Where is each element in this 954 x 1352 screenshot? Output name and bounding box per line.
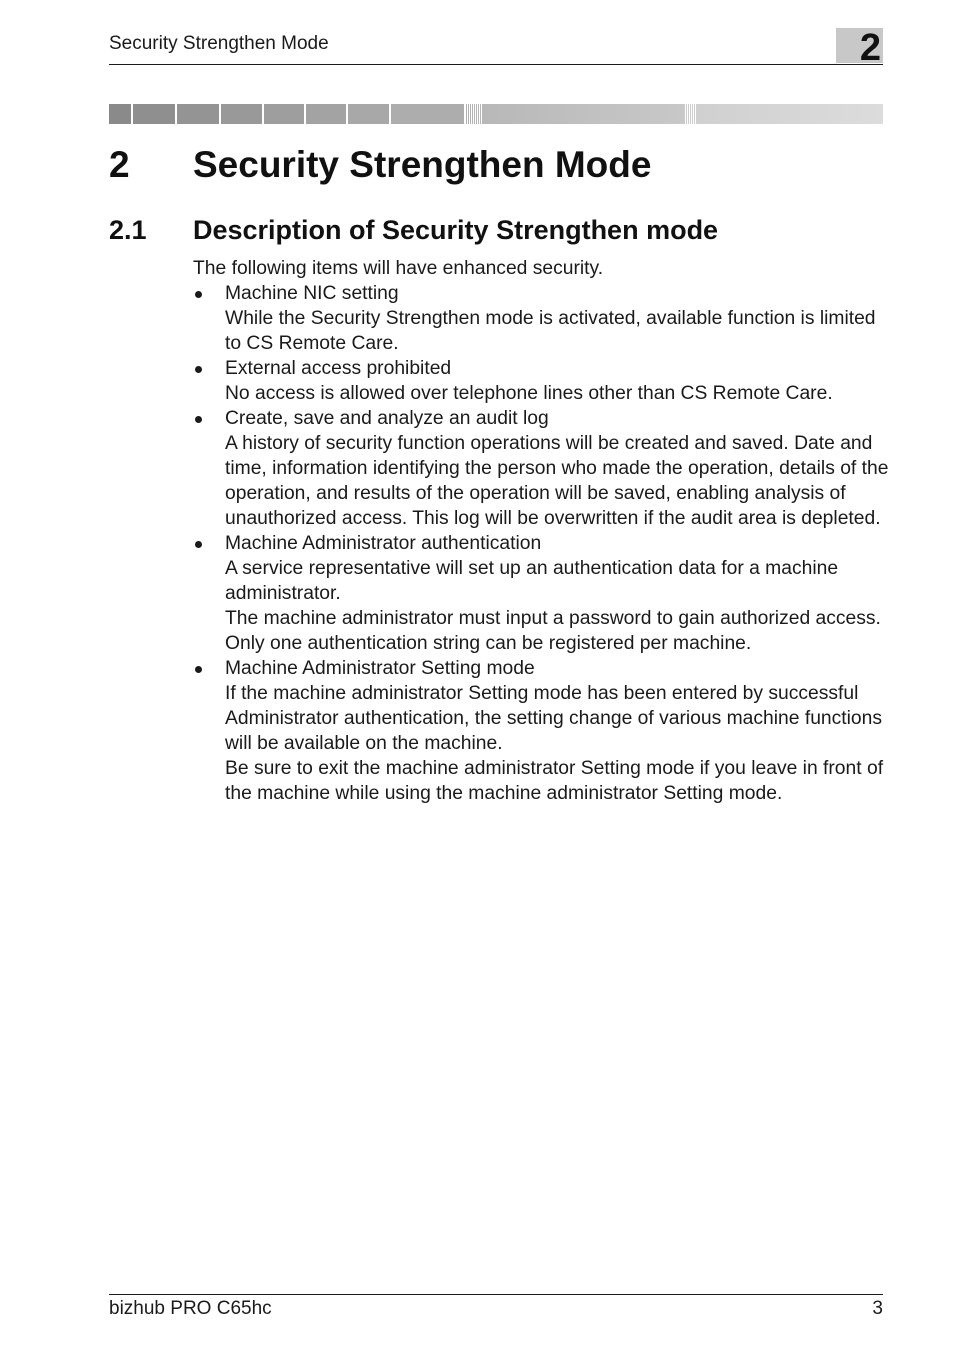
running-header [109,27,883,69]
bullet-icon [195,666,202,673]
list-item [193,281,893,356]
list-item [193,356,893,406]
list-item [193,406,893,531]
list-item-title: Machine Administrator authentication [225,533,542,554]
footer-product-name: bizhub PRO C65hc [109,1298,272,1319]
running-title: Security Strengthen Mode [109,33,329,54]
list-item-title: Machine NIC setting [225,283,399,304]
bullet-icon [195,291,202,298]
footer-page-number: 3 [872,1298,883,1319]
list-item-title: Machine Administrator Setting mode [225,658,535,679]
list-item [193,656,893,806]
page-footer [109,1294,883,1325]
chapter-heading [109,144,651,186]
list-item-text: If the machine administrator Setting mode has been entered by successful Administrator authentication, the setting change of various machine functions will be available on the machine. [225,683,883,754]
section-number: 2.1 [109,215,147,245]
bullet-icon [195,416,202,423]
list-item-text: A history of security function operations will be created and saved. Date and time, information identifying the person who made the operation, details of the operation, and results of the operation will be saved, enabling analysis of unauthorized access. This log will be overwritten if the audit area is depleted. [225,433,889,529]
list-item-title: Create, save and analyze an audit log [225,408,549,429]
chapter-tab-number: 2 [859,27,881,69]
chapter-tab [836,27,883,69]
security-items-list [193,281,893,806]
chapter-number: 2 [109,144,130,185]
list-item-text: No access is allowed over telephone lines other than CS Remote Care. [225,383,833,404]
list-item-title: External access prohibited [225,358,452,379]
list-item [193,531,893,656]
section-heading [109,215,718,246]
decorative-stripe [109,104,883,124]
bullet-icon [195,366,202,373]
list-item-text: The machine administrator must input a password to gain authorized access. Only one authentication string can be registered per machine. [225,608,881,654]
list-item-text: A service representative will set up an authentication data for a machine administrator. [225,558,839,604]
chapter-title: Security Strengthen Mode [193,144,652,185]
bullet-icon [195,541,202,548]
list-item-text: Be sure to exit the machine administrator Setting mode if you leave in front of the machine while using the machine administrator Setting mode. [225,758,884,804]
section-title: Description of Security Strengthen mode [193,215,719,245]
intro-text: The following items will have enhanced security. [193,258,604,279]
list-item-text: While the Security Strengthen mode is activated, available function is limited to CS Remote Care. [225,308,876,354]
body-content [193,256,893,806]
